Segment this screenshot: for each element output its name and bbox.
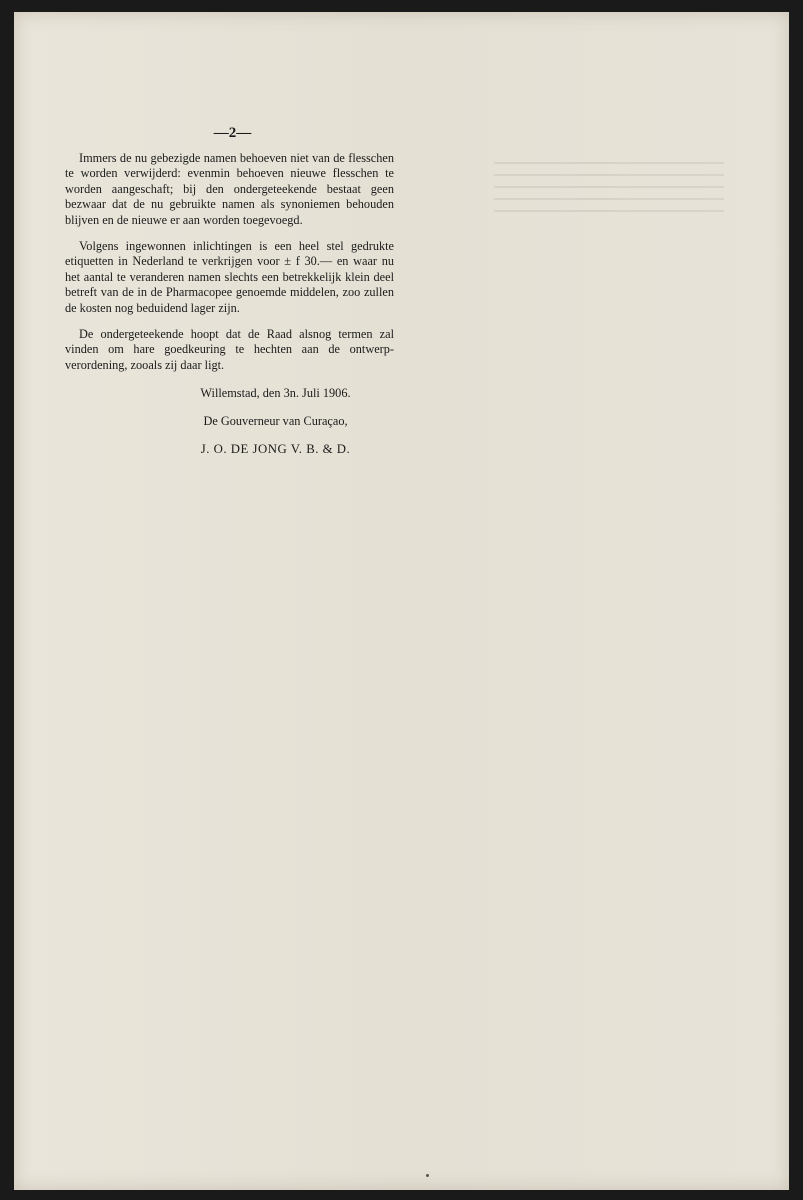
- page-number: —2—: [213, 125, 252, 141]
- show-through-line: [494, 186, 724, 188]
- governor-title: De Gouverneur van Curaçao,: [203, 413, 348, 428]
- place-date: Willemstad, den 3n. Juli 1906.: [200, 386, 351, 401]
- show-through-line: [494, 162, 724, 164]
- show-through-line: [494, 174, 724, 176]
- letter-body: [65, 126, 394, 457]
- show-through-line: [494, 198, 724, 200]
- show-through-line: [494, 210, 724, 212]
- paragraph: Volgens ingewonnen inlichtingen is een heel stel gedrukte etiquetten in Nederland te verkrijgen voor ± f 30.— en waar nu het aantal te veranderen namen slechts een betrekkelijk klein deel betreft van de in de Pharmacopee genoemde middelen, zoo zullen de kosten nog beduidend lager zijn.: [65, 238, 394, 315]
- paragraph: De ondergeteekende hoopt dat de Raad alsnog termen zal vinden om hare goedkeuring te hechten aan de ontwerp-verordening, zooals zij daar ligt.: [65, 326, 394, 372]
- paper-speck: [426, 1174, 429, 1177]
- paragraph: Immers de nu gebezigde namen behoeven niet van de flesschen te worden verwijderd: evenmin behoeven nieuwe flesschen te worden aangeschaft; bij den ondergeteekende bestaat geen bezwaar dat de nu gebruikte namen als synoniemen behouden blijven en de nieuwe er aan worden toegevoegd.: [65, 150, 394, 227]
- document-page: [14, 12, 789, 1190]
- signature: J. O. DE JONG V. B. & D.: [200, 441, 351, 456]
